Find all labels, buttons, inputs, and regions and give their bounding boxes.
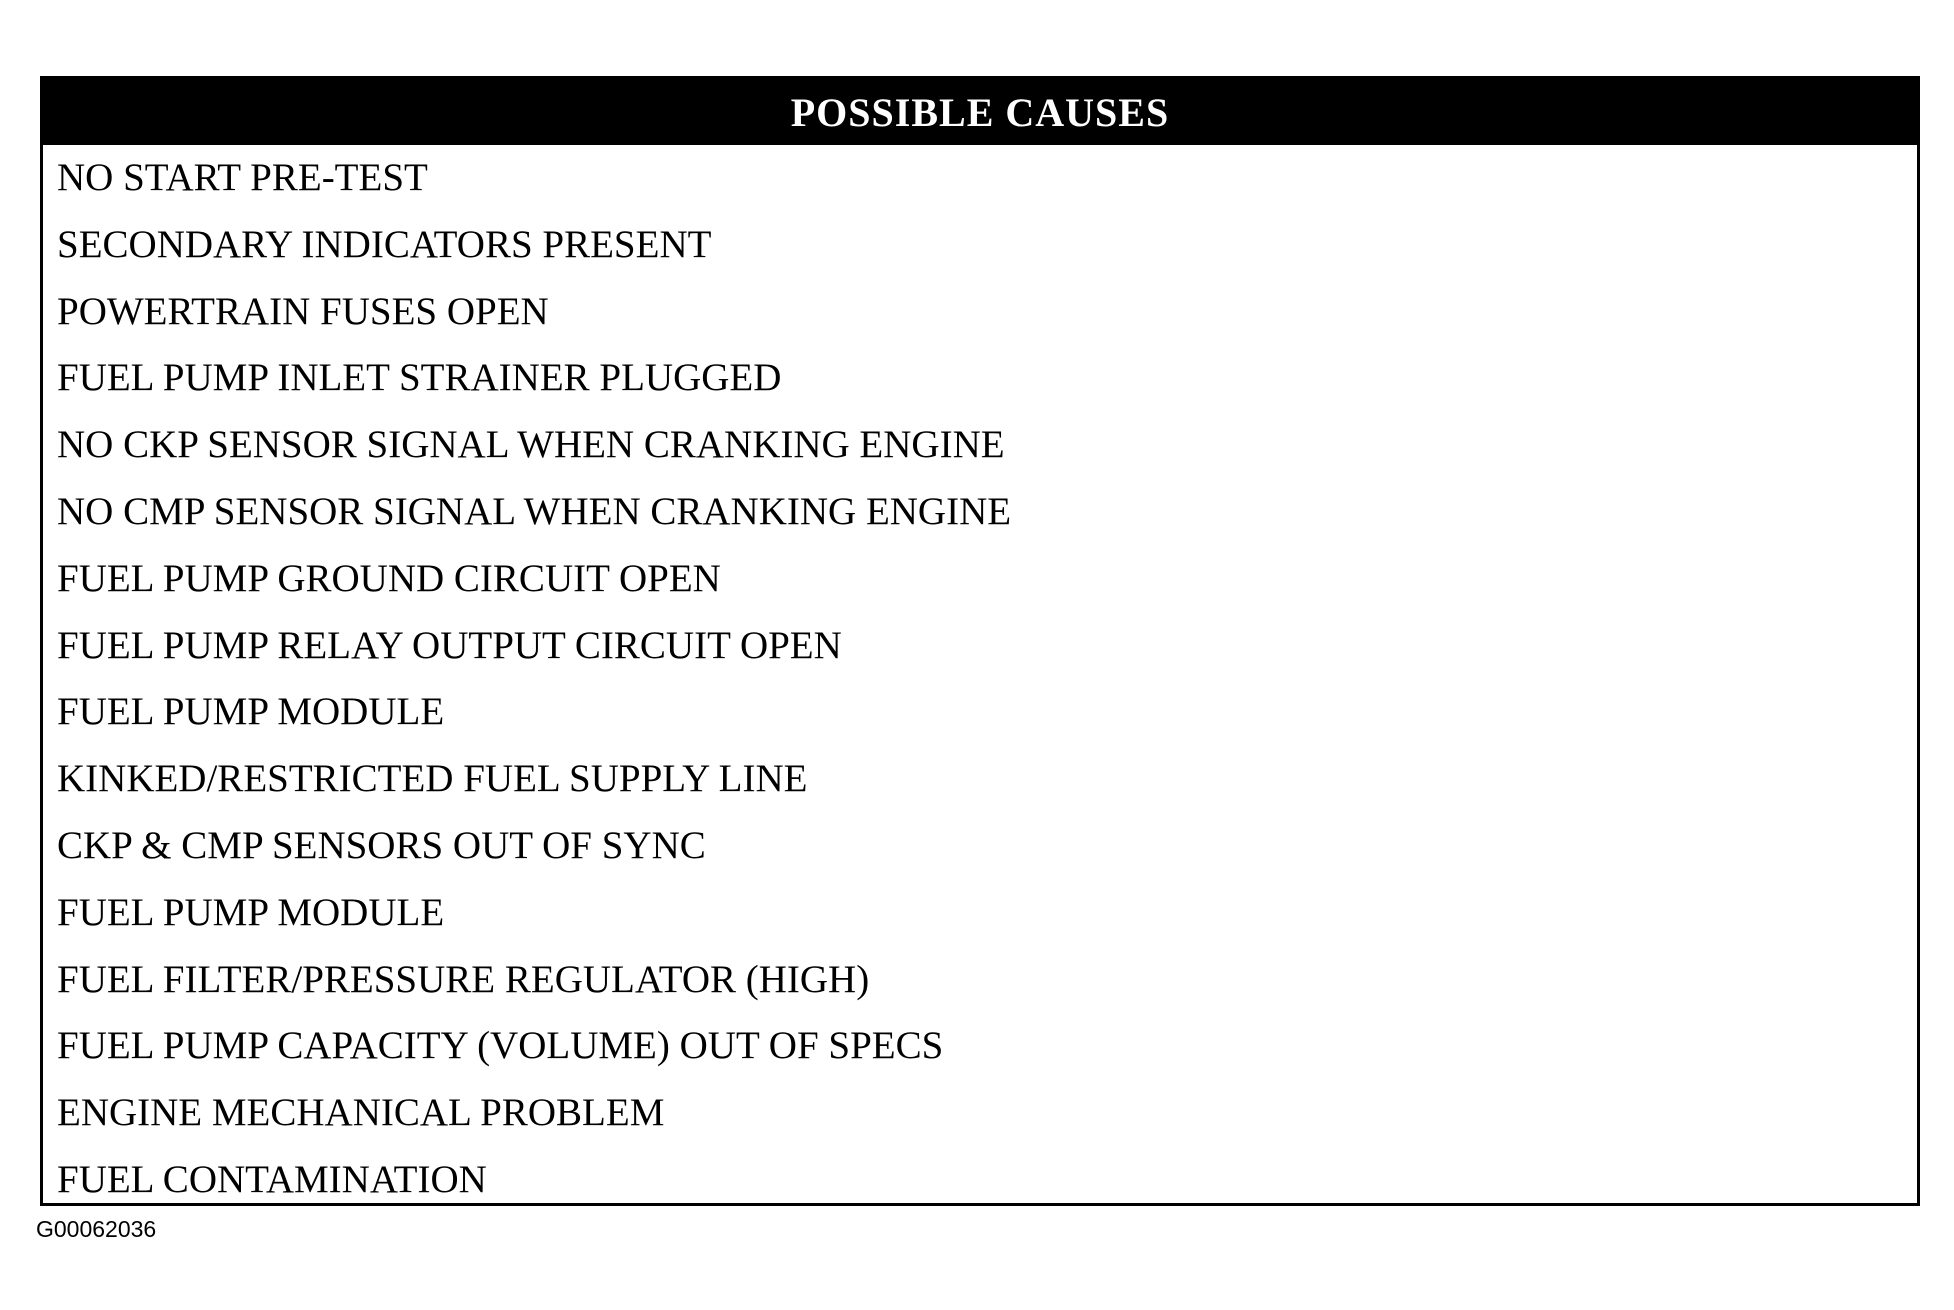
cause-list (43, 145, 1917, 1214)
cause-item: FUEL PUMP MODULE (57, 690, 445, 734)
cause-item: FUEL PUMP MODULE (57, 890, 445, 934)
cause-item: POWERTRAIN FUSES OPEN (57, 289, 549, 333)
cause-item: FUEL PUMP RELAY OUTPUT CIRCUIT OPEN (57, 623, 842, 667)
possible-causes-table (40, 76, 1920, 1206)
cause-item: FUEL FILTER/PRESSURE REGULATOR (HIGH) (57, 957, 870, 1001)
cause-item: SECONDARY INDICATORS PRESENT (57, 222, 712, 266)
cause-item: NO CKP SENSOR SIGNAL WHEN CRANKING ENGINE (57, 423, 1005, 467)
table-header: POSSIBLE CAUSES (43, 79, 1917, 145)
cause-item: FUEL PUMP INLET STRAINER PLUGGED (57, 356, 782, 400)
cause-item: ENGINE MECHANICAL PROBLEM (57, 1091, 665, 1135)
cause-item: CKP & CMP SENSORS OUT OF SYNC (57, 823, 706, 867)
figure-id: G00062036 (36, 1216, 157, 1242)
cause-item: KINKED/RESTRICTED FUEL SUPPLY LINE (57, 757, 808, 801)
cause-item: NO START PRE-TEST (57, 156, 428, 199)
cause-item: NO CMP SENSOR SIGNAL WHEN CRANKING ENGINE (57, 489, 1012, 533)
cause-item: FUEL CONTAMINATION (57, 1157, 487, 1201)
cause-item: FUEL PUMP GROUND CIRCUIT OPEN (57, 556, 721, 600)
cause-item: FUEL PUMP CAPACITY (VOLUME) OUT OF SPECS (57, 1024, 944, 1068)
